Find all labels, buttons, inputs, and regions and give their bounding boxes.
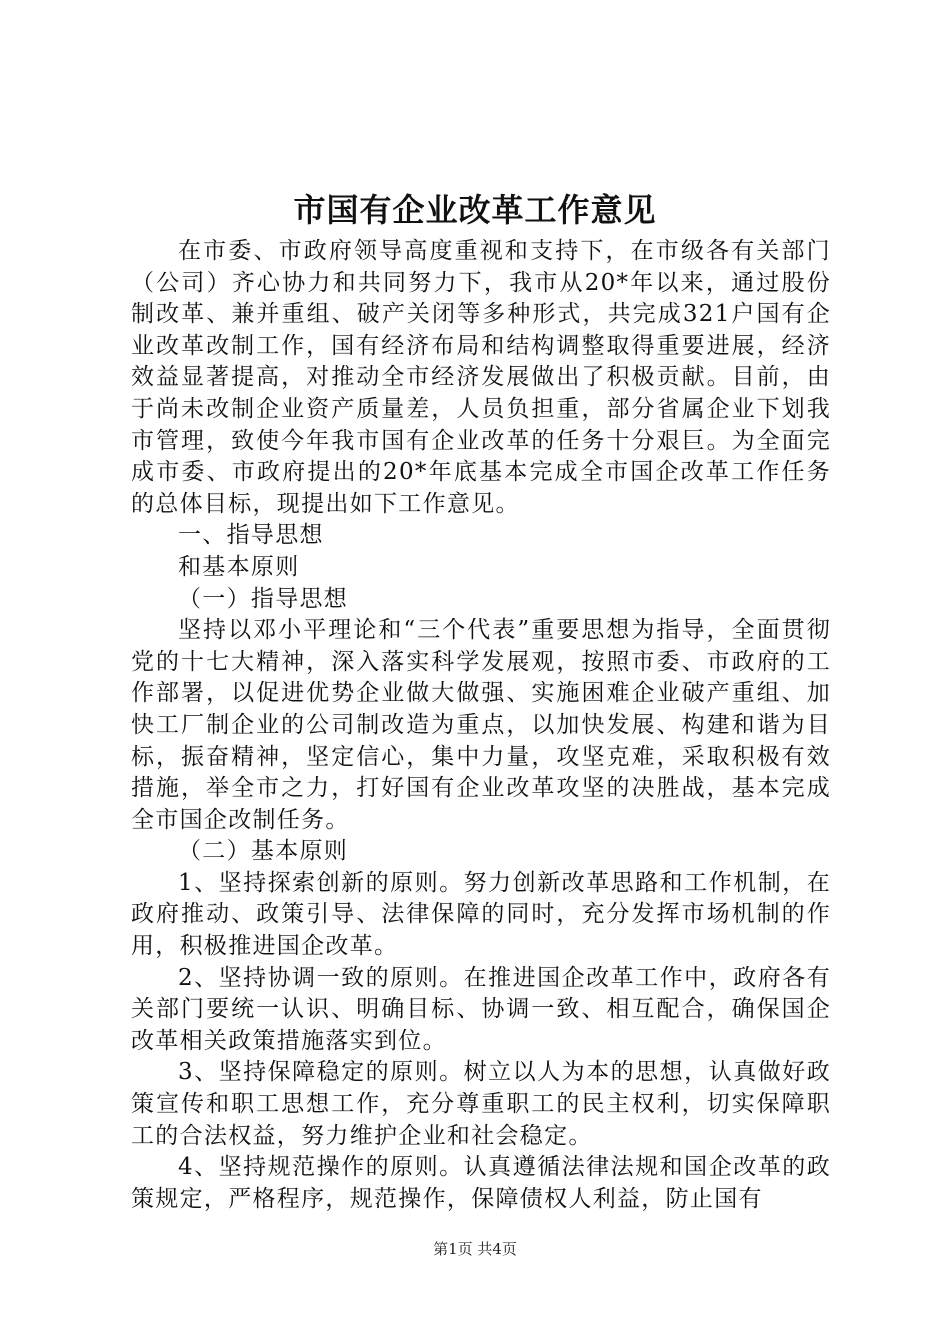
document-body bbox=[131, 236, 831, 1215]
section-heading-line2: 和基本原则 bbox=[178, 553, 300, 580]
principle-item-1: 1、坚持探索创新的原则。努力创新改革思路和工作机制，在政府推动、政策引导、法律保障的同时，充分发挥市场机制的作用，积极推进国企改革。 bbox=[131, 869, 831, 960]
principle-item-3: 3、坚持保障稳定的原则。树立以人为本的思想，认真做好政策宣传和职工思想工作，充分尊重职工的民主权利，切实保障职工的合法权益，努力维护企业和社会稳定。 bbox=[131, 1059, 831, 1149]
intro-paragraph: 在市委、市政府领导高度重视和支持下，在市级各有关部门（公司）齐心协力和共同努力下，我市从20*年以来，通过股份制改革、兼并重组、破产关闭等多种形式，共完成321户国有企业改革改制工作，国有经济布局和结构调整取得重要进展，经济效益显著提高，对推动全市经济发展做出了积极贡献。目前，由于尚未改制企业资产质量差，人员负担重，部分省属企业下划我市管理，致使今年我市国有企业改革的任务十分艰巨。为全面完成市委、市政府提出的20*年底基本完成全市国企改革工作任务的总体目标，现提出如下工作意见。 bbox=[131, 238, 831, 517]
document-title: 市国有企业改革工作意见 bbox=[293, 191, 657, 229]
page-footer: 第1页 共4页 bbox=[433, 1240, 517, 1258]
principle-item-4: 4、坚持规范操作的原则。认真遵循法律法规和国企改革的政策规定，严格程序，规范操作，保障债权人利益，防止国有 bbox=[131, 1154, 831, 1212]
principle-item-2: 2、坚持协调一致的原则。在推进国企改革工作中，政府各有关部门要统一认识、明确目标、协调一致、相互配合，确保国企改革相关政策措施落实到位。 bbox=[131, 964, 831, 1054]
guiding-thought-paragraph: 坚持以邓小平理论和“三个代表”重要思想为指导，全面贯彻党的十七大精神，深入落实科学发展观，按照市委、市政府的工作部署，以促进优势企业做大做强、实施困难企业破产重组、加快工厂制企业的公司制改造为重点，以加快发展、构建和谐为目标，振奋精神，坚定信心，集中力量，攻坚克难，采取积极有效措施，举全市之力，打好国有企业改革攻坚的决胜战，基本完成全市国企改制任务。 bbox=[131, 617, 831, 833]
subheading-guiding-thought: （一）指导思想 bbox=[178, 585, 349, 612]
section-heading-line1: 一、指导思想 bbox=[178, 522, 324, 549]
subheading-basic-principles: （二）基本原则 bbox=[178, 838, 349, 865]
